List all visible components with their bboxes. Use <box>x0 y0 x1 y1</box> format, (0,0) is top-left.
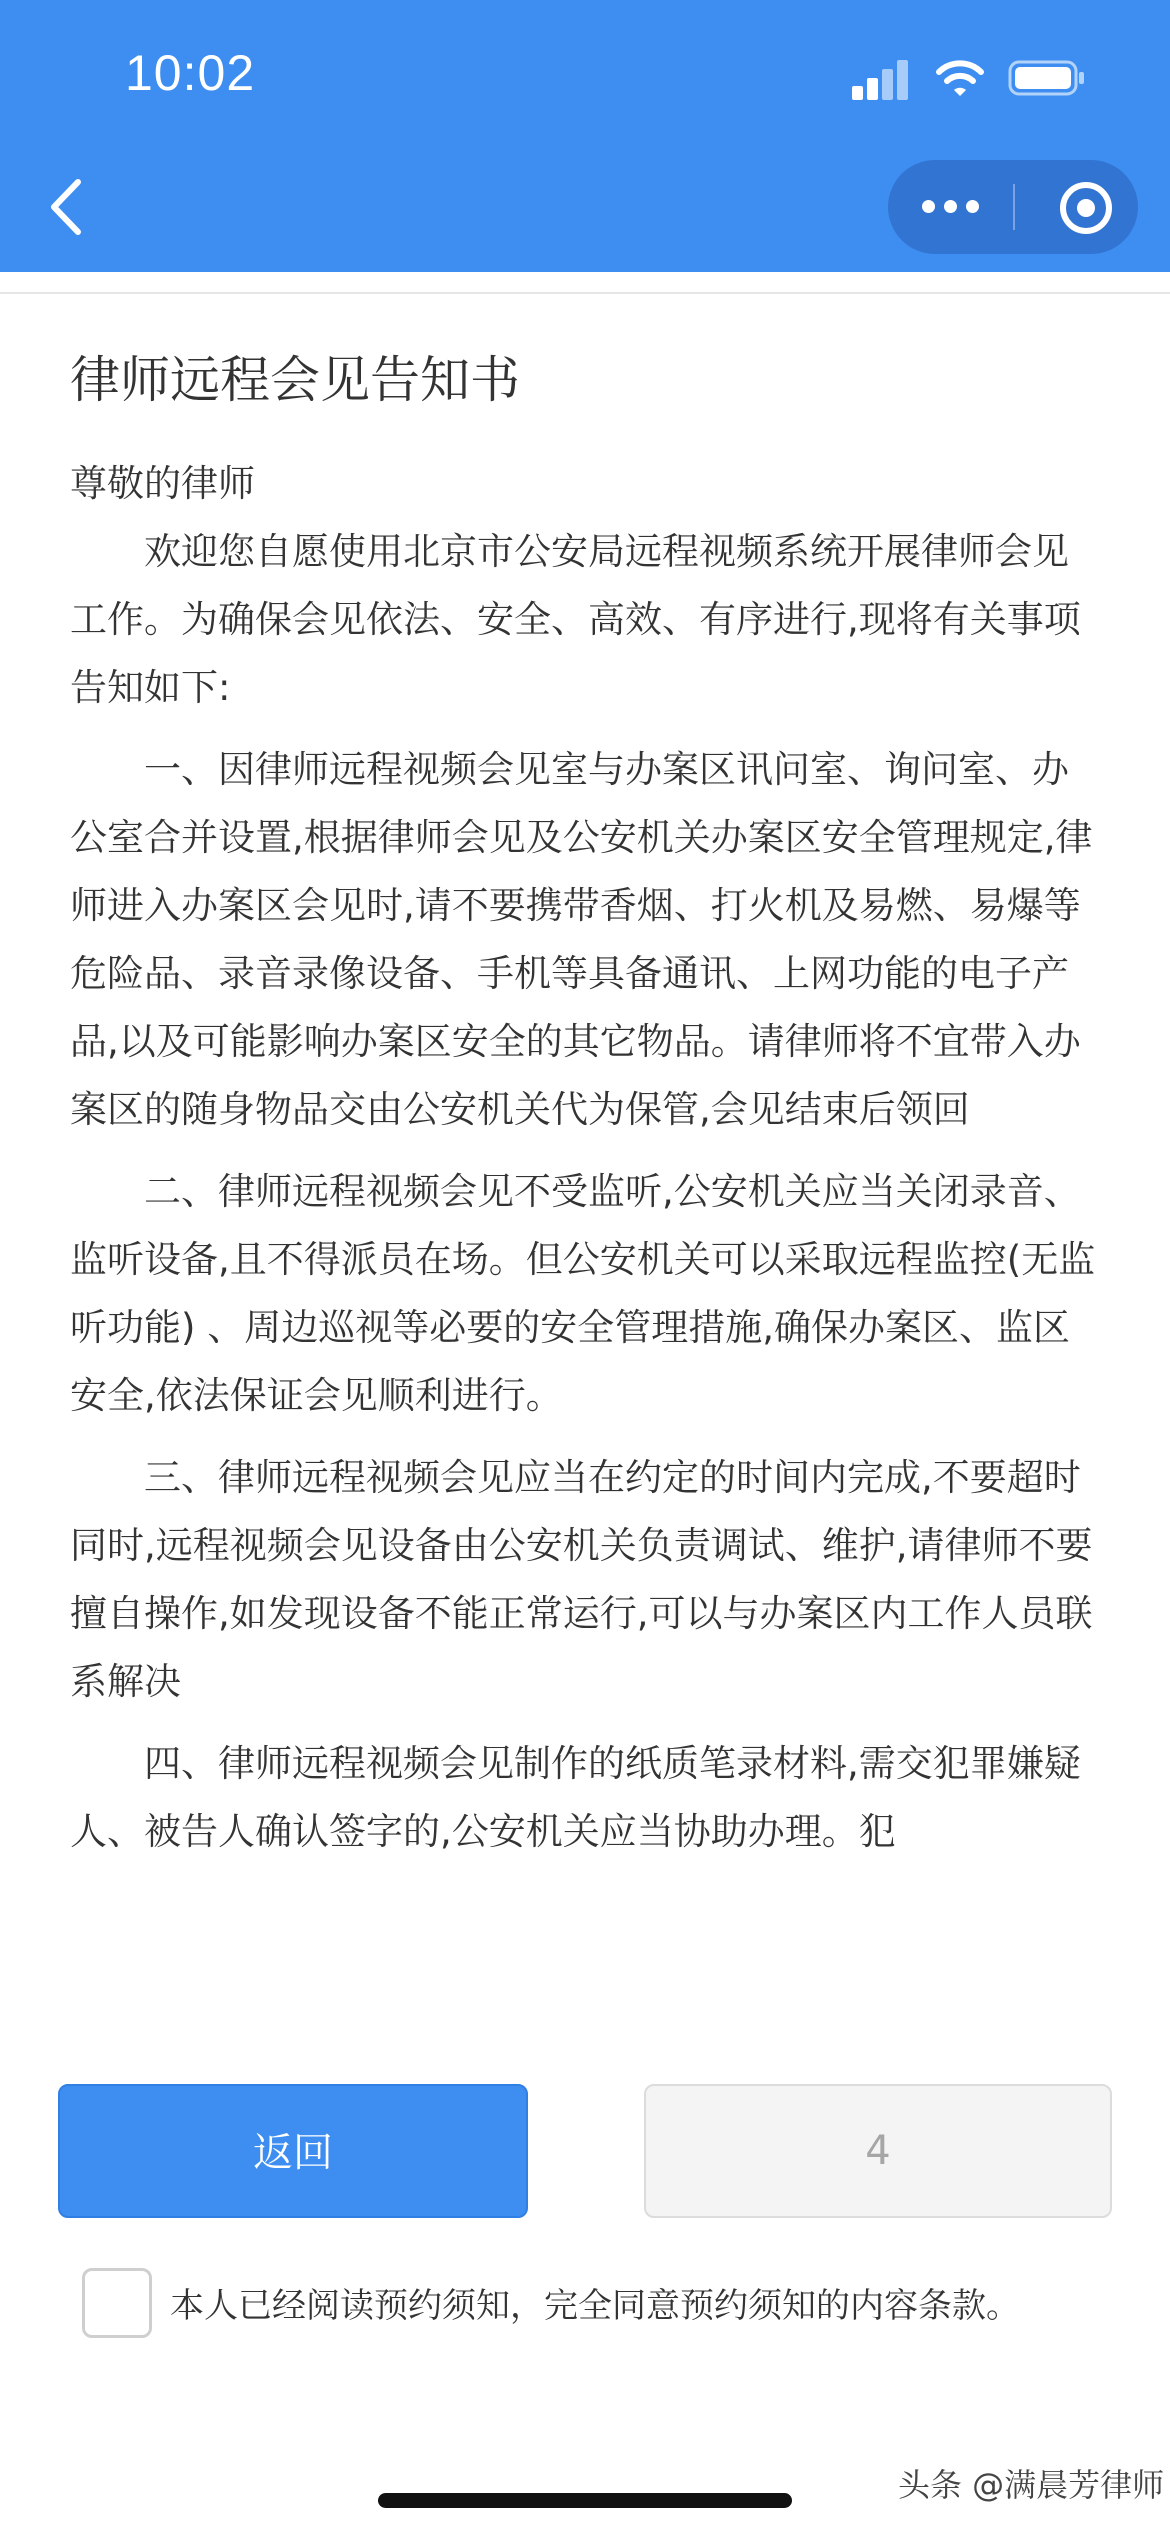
more-icon[interactable] <box>922 196 982 216</box>
agree-checkbox[interactable] <box>82 2268 152 2338</box>
header-divider <box>0 292 1170 294</box>
battery-icon <box>1008 58 1088 98</box>
mini-program-capsule <box>888 160 1138 254</box>
notice-body <box>70 450 1105 1866</box>
notice-item-1: 一、因律师远程视频会见室与办案区讯问室、询问室、办公室合并设置,根据律师会见及公安机关办案区安全管理规定,律师进入办案区会见时,请不要携带香烟、打火机及易燃、易爆等危险品、录音录像设备、手机等具备通讯、上网功能的电子产品,以及可能影响办案区安全的其它物品。请律师将不宜带入办案区的随身物品交由公安机关代为保管,会见结束后领回 <box>70 748 1093 1131</box>
watermark: 头条 @满晨芳律师 <box>898 2466 1165 2504</box>
notice-item-2: 二、律师远程视频会见不受监听,公安机关应当关闭录音、监听设备,且不得派员在场。但公安机关可以采取远程监控(无监听功能) 、周边巡视等必要的安全管理措施,确保办案区、监区安全,依法保证会见顺利进行。 <box>70 1170 1096 1417</box>
close-target-icon[interactable] <box>1060 182 1112 234</box>
notice-item-3: 三、律师远程视频会见应当在约定的时间内完成,不要超时同时,远程视频会见设备由公安机关负责调试、维护,请律师不要擅自操作,如发现设备不能正常运行,可以与办案区内工作人员联系解决 <box>70 1456 1093 1703</box>
agree-label: 本人已经阅读预约须知，完全同意预约须知的内容条款。 <box>170 2286 1020 2326</box>
countdown-button[interactable]: 4 <box>644 2084 1112 2218</box>
notice-intro: 欢迎您自愿使用北京市公安局远程视频系统开展律师会见工作。为确保会见依法、安全、高效、有序进行,现将有关事项告知如下: <box>70 530 1081 709</box>
salutation: 尊敬的律师 <box>70 462 255 505</box>
return-button[interactable]: 返回 <box>58 2084 528 2218</box>
home-indicator <box>378 2493 792 2508</box>
back-arrow-icon[interactable] <box>42 176 92 238</box>
page-title: 律师远程会见告知书 <box>70 351 520 409</box>
notice-item-4: 四、律师远程视频会见制作的纸质笔录材料,需交犯罪嫌疑人、被告人确认签字的,公安机关应当协助办理。犯 <box>70 1742 1081 1853</box>
nav-header <box>0 0 1170 272</box>
cellular-signal-icon <box>852 60 912 100</box>
capsule-divider <box>1013 184 1015 230</box>
wifi-icon <box>935 56 985 100</box>
status-time: 10:02 <box>125 45 256 101</box>
